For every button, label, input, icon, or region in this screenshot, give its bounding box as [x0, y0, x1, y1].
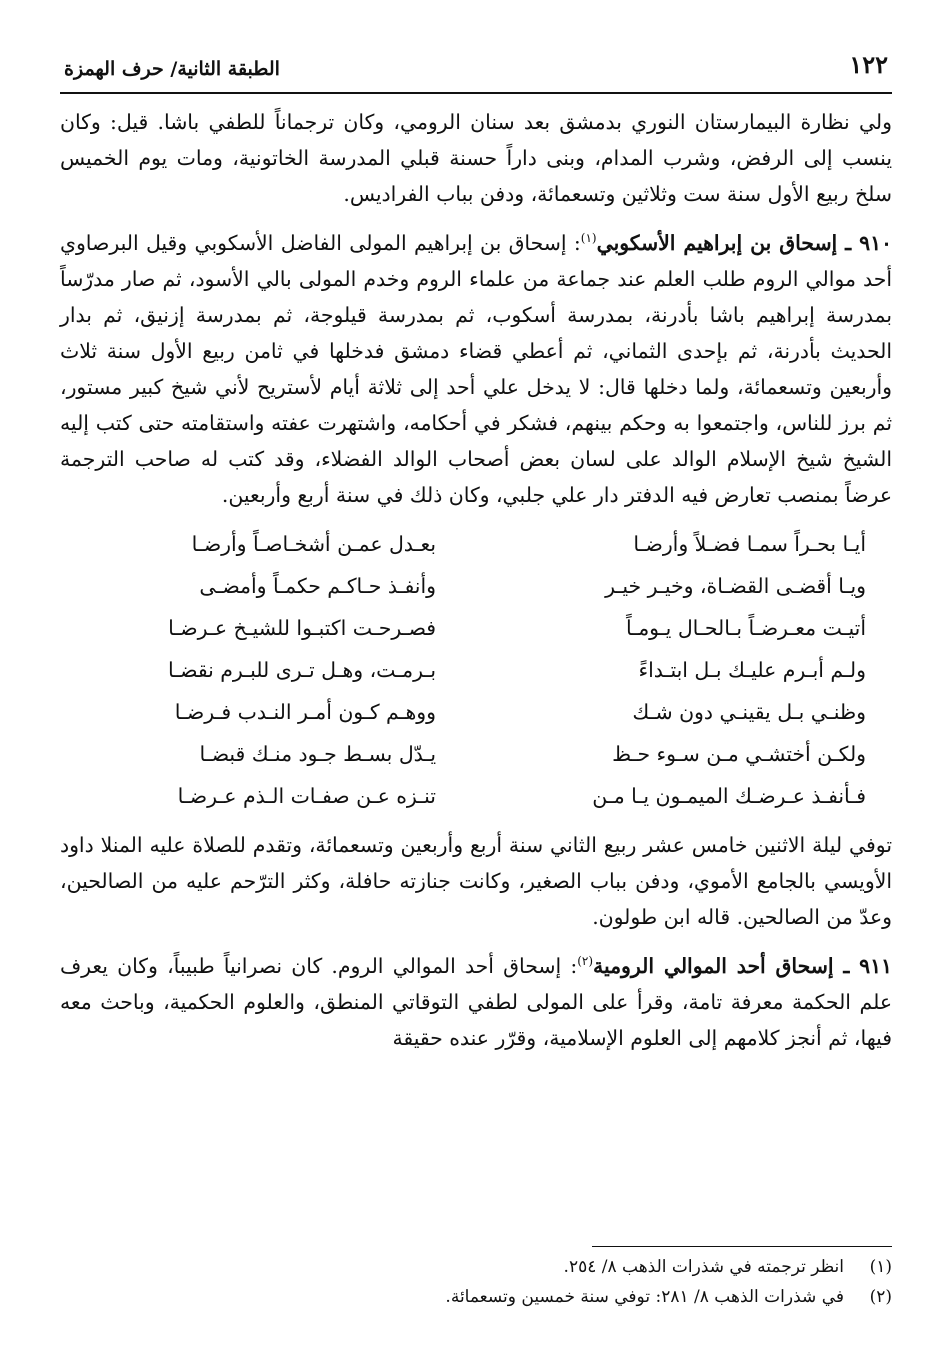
verse-first-hemistich: فـأنفـذ عـرضـك الميمـون يـا مـن — [592, 783, 866, 808]
poem-verse — [106, 691, 866, 733]
verse-second-hemistich: بـرمـت، وهـل تـرى للبـرم نقضـا — [167, 657, 436, 682]
paragraph-1 — [60, 104, 892, 212]
footnote-ref-2[interactable]: (٢) — [577, 953, 594, 968]
footnote-text: انظر ترجمته في شذرات الذهب ٨/ ٢٥٤. — [563, 1257, 844, 1277]
poem-verse — [106, 523, 866, 565]
verse-first-hemistich: ويـا أقضـى القضـاة، وخيـر خيـر — [605, 573, 866, 598]
poem-verse — [106, 607, 866, 649]
footnote-rule — [592, 1246, 892, 1247]
footnote-1 — [60, 1252, 892, 1282]
paragraph-death — [60, 827, 892, 935]
footnotes — [60, 1252, 892, 1312]
verse-second-hemistich: وأنفـذ حـاكـم حكمـاً وأمضـى — [199, 573, 436, 598]
entry-910-heading: ٩١٠ ـ إسحاق بن إبراهيم الأسكوبي — [596, 230, 892, 255]
page-number: ١٢٢ — [849, 50, 888, 79]
poem — [60, 523, 892, 817]
poem-verse — [106, 733, 866, 775]
running-head: الطبقة الثانية/ حرف الهمزة — [64, 58, 280, 80]
footnote-number: (٢) — [869, 1287, 892, 1307]
poem-verse — [106, 649, 866, 691]
verse-first-hemistich: أتيـت معـرضـاً بـالحـال يـومـاً — [626, 615, 866, 640]
entry-910 — [60, 220, 892, 513]
verse-second-hemistich: تنـزه عـن صفـات الـذم عـرضـا — [177, 783, 436, 808]
verse-first-hemistich: ولكـن أختشـي مـن سـوء حـظ — [612, 741, 866, 766]
footnote-ref-1[interactable]: (١) — [580, 231, 597, 245]
verse-second-hemistich: يـدّل بسـط جـود منـك قبضـا — [199, 741, 436, 766]
entry-910-text: : إسحاق بن إبراهيم المولى الفاضل الأسكوبي وقيل البرصاوي أحد موالي الروم طلب العلم عند جماعة من علماء الروم وخدم المولى بالي الأسود، ثم صار مدرّساً بمدرسة إبراهيم باشا بأدرنة، بمدرسة أسكوب، ثم بمدرسة قيلوجة، ثم بمدرسة إزنيق، ثم بدار الحديث بأدرنة، ثم بإحدى الثماني، ثم أعطي قضاء دمشق فدخلها في ثامن ربيع الأول سنة ثلاث وأربعين وتسعمائة، ولما دخلها قال: لا يدخل علي أحد إلى ثلاثة أيام لأستريح لأني شيخ كبير مستور، ثم برز للناس، واجتمعوا به وحكم بينهم، فشكر في أحكامه، واشتهرت عفته واستقامته حتى كتب إليه الشيخ شيخ الإسلام الوالد على لسان بعض أصحاب الوالد الفضلاء، وقد كتب له صاحب الترجمة عرضاً بمنصب تعارض فيه الدفتر دار علي جلبي، وكان ذلك في سنة أربع وأربعين. — [60, 230, 892, 507]
page-body — [60, 104, 892, 1064]
paragraph-text: توفي ليلة الاثنين خامس عشر ربيع الثاني سنة أربع وأربعين وتسعمائة، وتقدم للصلاة عليه المنلا داود الأويسي بالجامع الأموي، ودفن بباب الصغير، وكانت جنازته حافلة، وكثر الترّحم عليه من الصالحين، وعدّ من الصالحين. قاله ابن طولون. — [60, 832, 892, 929]
page-header — [60, 40, 892, 94]
entry-911-heading: ٩١١ ـ إسحاق أحد الموالي الرومية — [593, 953, 892, 978]
footnote-2 — [60, 1282, 892, 1312]
footnote-text: في شذرات الذهب ٨/ ٢٨١: توفي سنة خمسين وتسعمائة. — [445, 1287, 844, 1307]
footnote-number: (١) — [869, 1257, 892, 1277]
verse-first-hemistich: وظنـي بـل يقينـي دون شـك — [632, 699, 866, 724]
verse-second-hemistich: فصـرحـت اكتبـوا للشيـخ عـرضـا — [168, 615, 436, 640]
entry-911-text: : إسحاق أحد الموالي الروم. كان نصرانياً طبيباً، وكان يعرف علم الحكمة معرفة تامة، وقرأ على المولى لطفي التوقاتي المنطق، والعلوم الحكمية، وباحث معه فيها، ثم أنجز كلامهم إلى العلوم الإسلامية، وقرّر عنده حقيقة — [60, 953, 892, 1050]
poem-verse — [106, 775, 866, 817]
verse-first-hemistich: أيـا بحـراً سمـا فضـلاً وأرضـا — [633, 531, 866, 556]
entry-911 — [60, 943, 892, 1056]
book-page — [60, 40, 892, 1330]
paragraph-text: ولي نظارة البيمارستان النوري بدمشق بعد سنان الرومي، وكان ترجماناً للطفي باشا. قيل: وكان ينسب إلى الرفض، وشرب المدام، وبنى داراً حسنة قبلي المدرسة الخاتونية، ومات يوم الخميس سلخ ربيع الأول سنة ست وثلاثين وتسعمائة، ودفن بباب الفراديس. — [60, 110, 892, 206]
verse-second-hemistich: ووهـم كـون أمـر النـدب فـرضـا — [174, 699, 436, 724]
verse-second-hemistich: بعـدل عمـن أشخـاصـاً وأرضـا — [191, 531, 436, 556]
poem-verse — [106, 565, 866, 607]
verse-first-hemistich: ولـم أبـرم عليـك بـل ابتـداءً — [638, 657, 866, 682]
